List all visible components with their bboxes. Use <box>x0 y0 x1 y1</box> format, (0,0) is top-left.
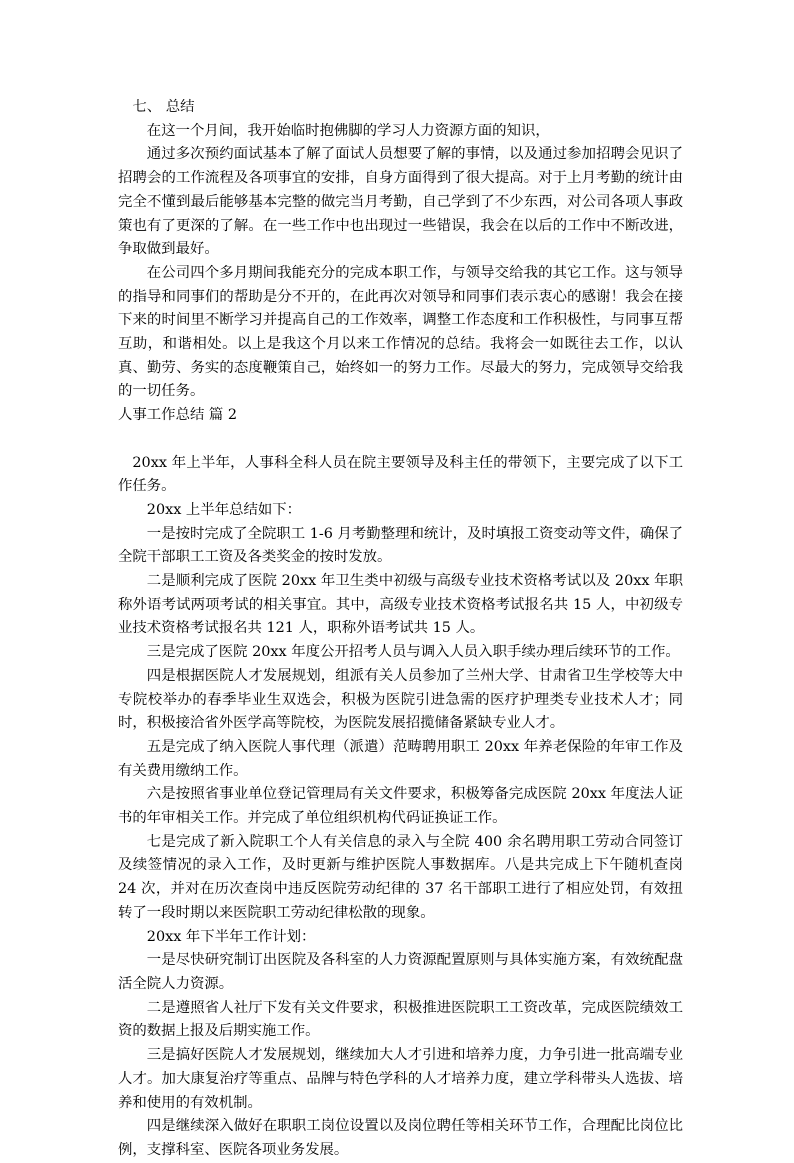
list-item: 三是完成了医院 20xx 年度公开招考人员与调入人员入职手续办理后续环节的工作。 <box>146 644 680 661</box>
list-item: 六是按照省事业单位登记管理局有关文件要求，积极筹备完成医院 20xx 年度法人证书的年审相关工作。并完成了单位组织机构代码证换证工作。 <box>118 786 683 827</box>
paragraph: 在公司四个多月期间我能充分的完成本职工作，与领导交给我的其它工作。这与领导的指导和同事们的帮助是分不开的，在此再次对领导和同事们表示衷心的感谢！我会在接下来的时间里不断学习并提高自己的工作效率，调整工作态度和工作积极性，与同事互帮互助，和谐相处。以上是我这个月以来工作情况的总结。我将会一如既往去工作，以认真、勤劳、务实的态度鞭策自己，始终如一的努力工作。尽最大的努力，完成领导交给我的一切任务。 <box>118 264 683 400</box>
list-item: 二是遵照省人社厅下发有关文件要求，积极推进医院职工工资改革，完成医院绩效工资的数据上报及后期实施工作。 <box>118 999 683 1040</box>
summary-heading: 20xx 上半年总结如下： <box>146 501 302 518</box>
list-item: 二是顺利完成了医院 20xx 年卫生类中初级与高级专业技术资格考试以及 20xx 年职称外语考试两项考试的相关事宜。其中，高级专业技术资格考试报名共 15 人，中初级专业技术资格考试报名共 121 人，职称外语考试共 15 人。 <box>118 573 683 637</box>
section-heading: 七、 总结 <box>132 99 195 115</box>
list-item: 四是根据医院人才发展规划，组派有关人员参加了兰州大学、甘肃省卫生学校等大中专院校举办的春季毕业生双选会，积极为医院引进急需的医疗护理类专业技术人才；同时，积极接洽省外医学高等院校，为医院发展招揽储备紧缺专业人才。 <box>118 667 683 732</box>
list-item: 一是按时完成了全院职工 1-6 月考勤整理和统计，及时填报工资变动等文件，确保了全院干部职工工资及各类奖金的按时发放。 <box>118 525 683 566</box>
blank-line <box>118 428 683 452</box>
list-item: 七是完成了新入院职工个人有关信息的录入与全院 400 余名聘用职工劳动合同签订及续签情况的录入工作，及时更新与维护医院人事数据库。八是共完成上下午随机查岗 24 次，并对在历次查岗中违反医院劳动纪律的 37 名干部职工进行了相应处罚，有效扭转了一段时期以来医院职工劳动纪律松散的现象。 <box>118 833 683 921</box>
document-title: 人事工作总结 篇 2 <box>118 407 238 424</box>
list-item: 三是搞好医院人才发展规划，继续加大人才引进和培养力度，力争引进一批高端专业人才。加大康复治疗等重点、品牌与特色学科的人才培养力度，建立学科带头人选拔、培养和使用的有效机制。 <box>118 1047 683 1111</box>
list-item: 五是完成了纳入医院人事代理（派遣）范畴聘用职工 20xx 年养老保险的年审工作及有关费用缴纳工作。 <box>118 738 683 779</box>
paragraph: 在这一个月间，我开始临时抱佛脚的学习人力资源方面的知识， <box>146 122 550 139</box>
document-page <box>118 96 683 1163</box>
list-item: 一是尽快研究制订出医院及各科室的人力资源配置原则与具体实施方案，有效统配盘活全院人力资源。 <box>118 952 683 992</box>
list-item: 四是继续深入做好在职职工岗位设置以及岗位聘任等相关环节工作，合理配比岗位比例，支撑科室、医院各项业务发展。 <box>118 1118 683 1158</box>
paragraph: 通过多次预约面试基本了解了面试人员想要了解的事情，以及通过参加招聘会见识了招聘会的工作流程及各项事宜的安排，自身方面得到了很大提高。对于上月考勤的统计由完全不懂到最后能够基本完整的做完当月考勤，自己学到了不少东西，对公司各项人事政策也有了更深的了解。在一些工作中也出现过一些错误，我会在以后的工作中不断改进，争取做到最好。 <box>118 146 683 258</box>
plan-heading: 20xx 年下半年工作计划： <box>146 928 316 945</box>
paragraph: 20xx 年上半年，人事科全科人员在院主要领导及科主任的带领下，主要完成了以下工作任务。 <box>118 454 683 495</box>
